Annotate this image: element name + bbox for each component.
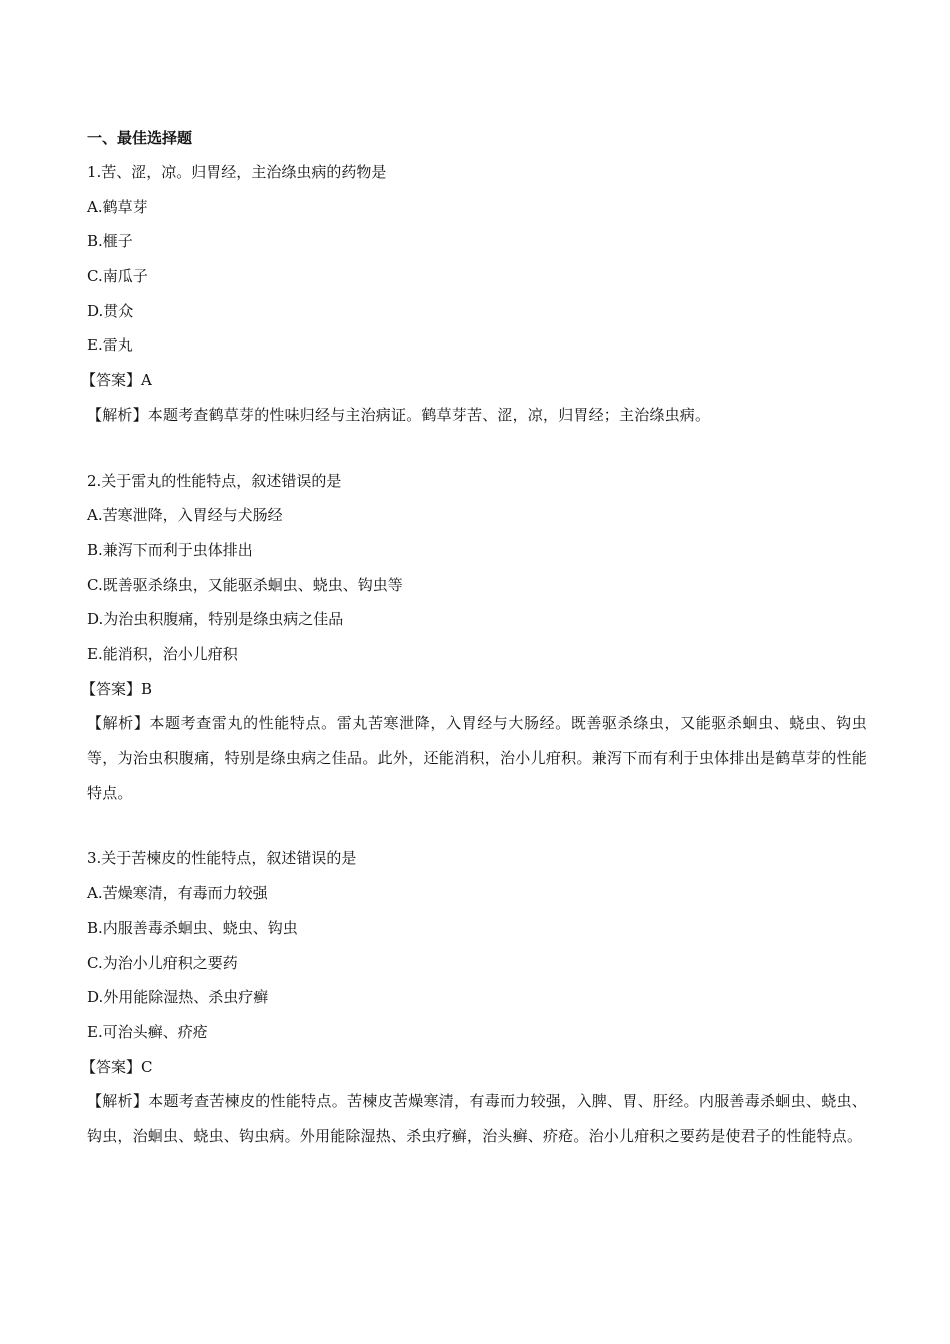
answer-line: 【答案】A [81, 371, 152, 390]
option-a: A.苦燥寒清，有毒而力较强 [87, 884, 268, 903]
answer-line: 【答案】C [81, 1057, 153, 1076]
section-title: 一、最佳选择题 [87, 129, 193, 147]
option-d: D.贯众 [87, 301, 134, 320]
option-d: D.外用能除湿热、杀虫疗癣 [87, 988, 269, 1007]
option-a: A.鹤草芽 [87, 197, 148, 216]
question-3 [81, 846, 867, 1153]
analysis-paragraph: 【解析】本题考查鹤草芽的性味归经与主治病证。鹤草芽苦、涩，凉，归胃经；主治绦虫病。 [87, 405, 711, 424]
analysis-paragraph: 【解析】本题考查苦楝皮的性能特点。苦楝皮苦燥寒清，有毒而力较强，入脾、胃、肝经。内服善毒杀蛔虫、蛲虫、钩虫，治蛔虫、蛲虫、钩虫病。外用能除湿热、杀虫疗癣，治头癣、疥疮。治小儿疳积之要药是使君子的性能特点。 [87, 1092, 867, 1145]
option-c: C.既善驱杀绦虫，又能驱杀蛔虫、蛲虫、钩虫等 [87, 575, 403, 594]
option-e: E.能消积，治小儿疳积 [87, 644, 238, 663]
option-c: C.南瓜子 [87, 267, 148, 286]
question-2 [81, 469, 867, 811]
option-e: E.可治头癣、疥疮 [87, 1022, 208, 1041]
option-e: E.雷丸 [87, 336, 133, 355]
question-1 [81, 160, 867, 433]
option-c: C.为治小儿疳积之要药 [87, 953, 238, 972]
option-b: B.内服善毒杀蛔虫、蛲虫、钩虫 [87, 918, 298, 937]
question-stem: 2.关于雷丸的性能特点，叙述错误的是 [87, 471, 342, 490]
option-d: D.为治虫积腹痛，特别是绦虫病之佳品 [87, 610, 344, 629]
option-b: B.榧子 [87, 232, 133, 251]
document-content [81, 126, 867, 1154]
question-stem: 3.关于苦楝皮的性能特点，叙述错误的是 [87, 849, 357, 868]
option-b: B.兼泻下而利于虫体排出 [87, 540, 253, 559]
question-stem: 1.苦、涩，凉。归胃经，主治绦虫病的药物是 [87, 163, 387, 181]
answer-line: 【答案】B [81, 679, 153, 698]
analysis-paragraph: 【解析】本题考查雷丸的性能特点。雷丸苦寒泄降，入胃经与大肠经。既善驱杀绦虫，又能驱杀蛔虫、蛲虫、钩虫等，为治虫积腹痛，特别是绦虫病之佳品。此外，还能消积，治小儿疳积。兼泻下而有利于虫体排出是鹤草芽的性能特点。 [87, 714, 867, 802]
option-a: A.苦寒泄降，入胃经与犬肠经 [87, 506, 283, 525]
